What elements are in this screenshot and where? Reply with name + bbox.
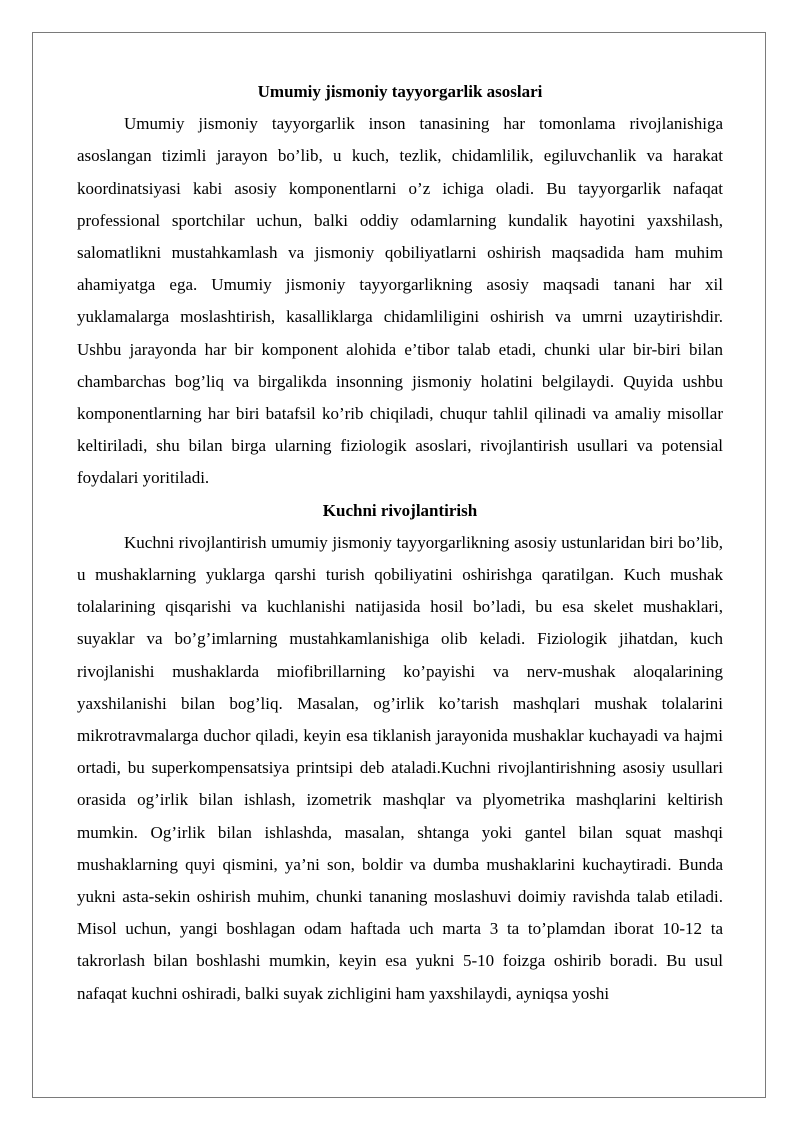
- paragraph-general-training: Umumiy jismoniy tayyorgarlik inson tanasining har tomonlama rivojlanishiga asoslangan tizimli jarayon bo’lib, u kuch, tezlik, chidamlilik, egiluvchanlik va harakat koordinatsiyasi kabi asosiy komponentlarni o’z ichiga oladi. Bu tayyorgarlik nafaqat professional sportchilar uchun, balki oddiy odamlarning kundalik hayotini yaxshilash, salomatlikni mustahkamlash va jismoniy qobiliyatlarni oshirish maqsadida ham muhim ahamiyatga ega. Umumiy jismoniy tayyorgarlikning asosiy maqsadi tanani har xil yuklamalarga moslashtirish, kasalliklarga chidamliligini oshirish va umrni uzaytirishdir. Ushbu jarayonda har bir komponent alohida e’tibor talab etadi, chunki ular bir-biri bilan chambarchas bog’liq va birgalikda insonning jismoniy holatini belgilaydi. Quyida ushbu komponentlarning har biri batafsil ko’rib chiqiladi, chuqur tahlil qilinadi va amaliy misollar keltiriladi, shu bilan birga ularning fiziologik asoslari, rivojlantirish usullari va potensial foydalari yoritiladi.: [77, 114, 723, 488]
- section-title-general-training: Umumiy jismoniy tayyorgarlik asoslari: [257, 82, 543, 101]
- document-body: [77, 76, 723, 1010]
- paragraph-strength: Kuchni rivojlantirish umumiy jismoniy tayyorgarlikning asosiy ustunlaridan biri bo’lib, u mushaklarning yuklarga qarshi turish qobiliyatini oshirishga qaratilgan. Kuch mushak tolalarining qisqarishi va kuchlanishi natijasida hosil bo’ladi, bu esa skelet mushaklari, suyaklar va bo’g’imlarning mustahkamlanishiga olib keladi. Fiziologik jihatdan, kuch rivojlanishi mushaklarda miofibrillarning ko’payishi va nerv-mushak aloqalarining yaxshilanishi bilan bog’liq. Masalan, og’irlik ko’tarish mashqlari mushak tolalarini mikrotravmalarga duchor qiladi, keyin esa tiklanish jarayonida mushaklar kuchayadi va hajmi ortadi, bu superkompensatsiya printsipi deb ataladi.Kuchni rivojlantirishning asosiy usullari orasida og’irlik bilan ishlash, izometrik mashqlar va plyometrika mashqlarini keltirish mumkin. Og’irlik bilan ishlashda, masalan, shtanga yoki gantel bilan squat mashqi mushaklarning quyi qismini, ya’ni son, boldir va dumba mushaklarini kuchaytiradi. Bunda yukni asta-sekin oshirish muhim, chunki tananing moslashuvi doimiy ravishda talab etiladi. Misol uchun, yangi boshlagan odam haftada uch marta 3 ta to’plamdan iborat 10-12 ta takrorlash bilan boshlashi mumkin, keyin esa yukni 5-10 foizga oshirib boradi. Bu usul nafaqat kuchni oshiradi, balki suyak zichligini ham yaxshilaydi, ayniqsa yoshi: [77, 532, 723, 1003]
- section-title-strength: Kuchni rivojlantirish: [322, 500, 478, 520]
